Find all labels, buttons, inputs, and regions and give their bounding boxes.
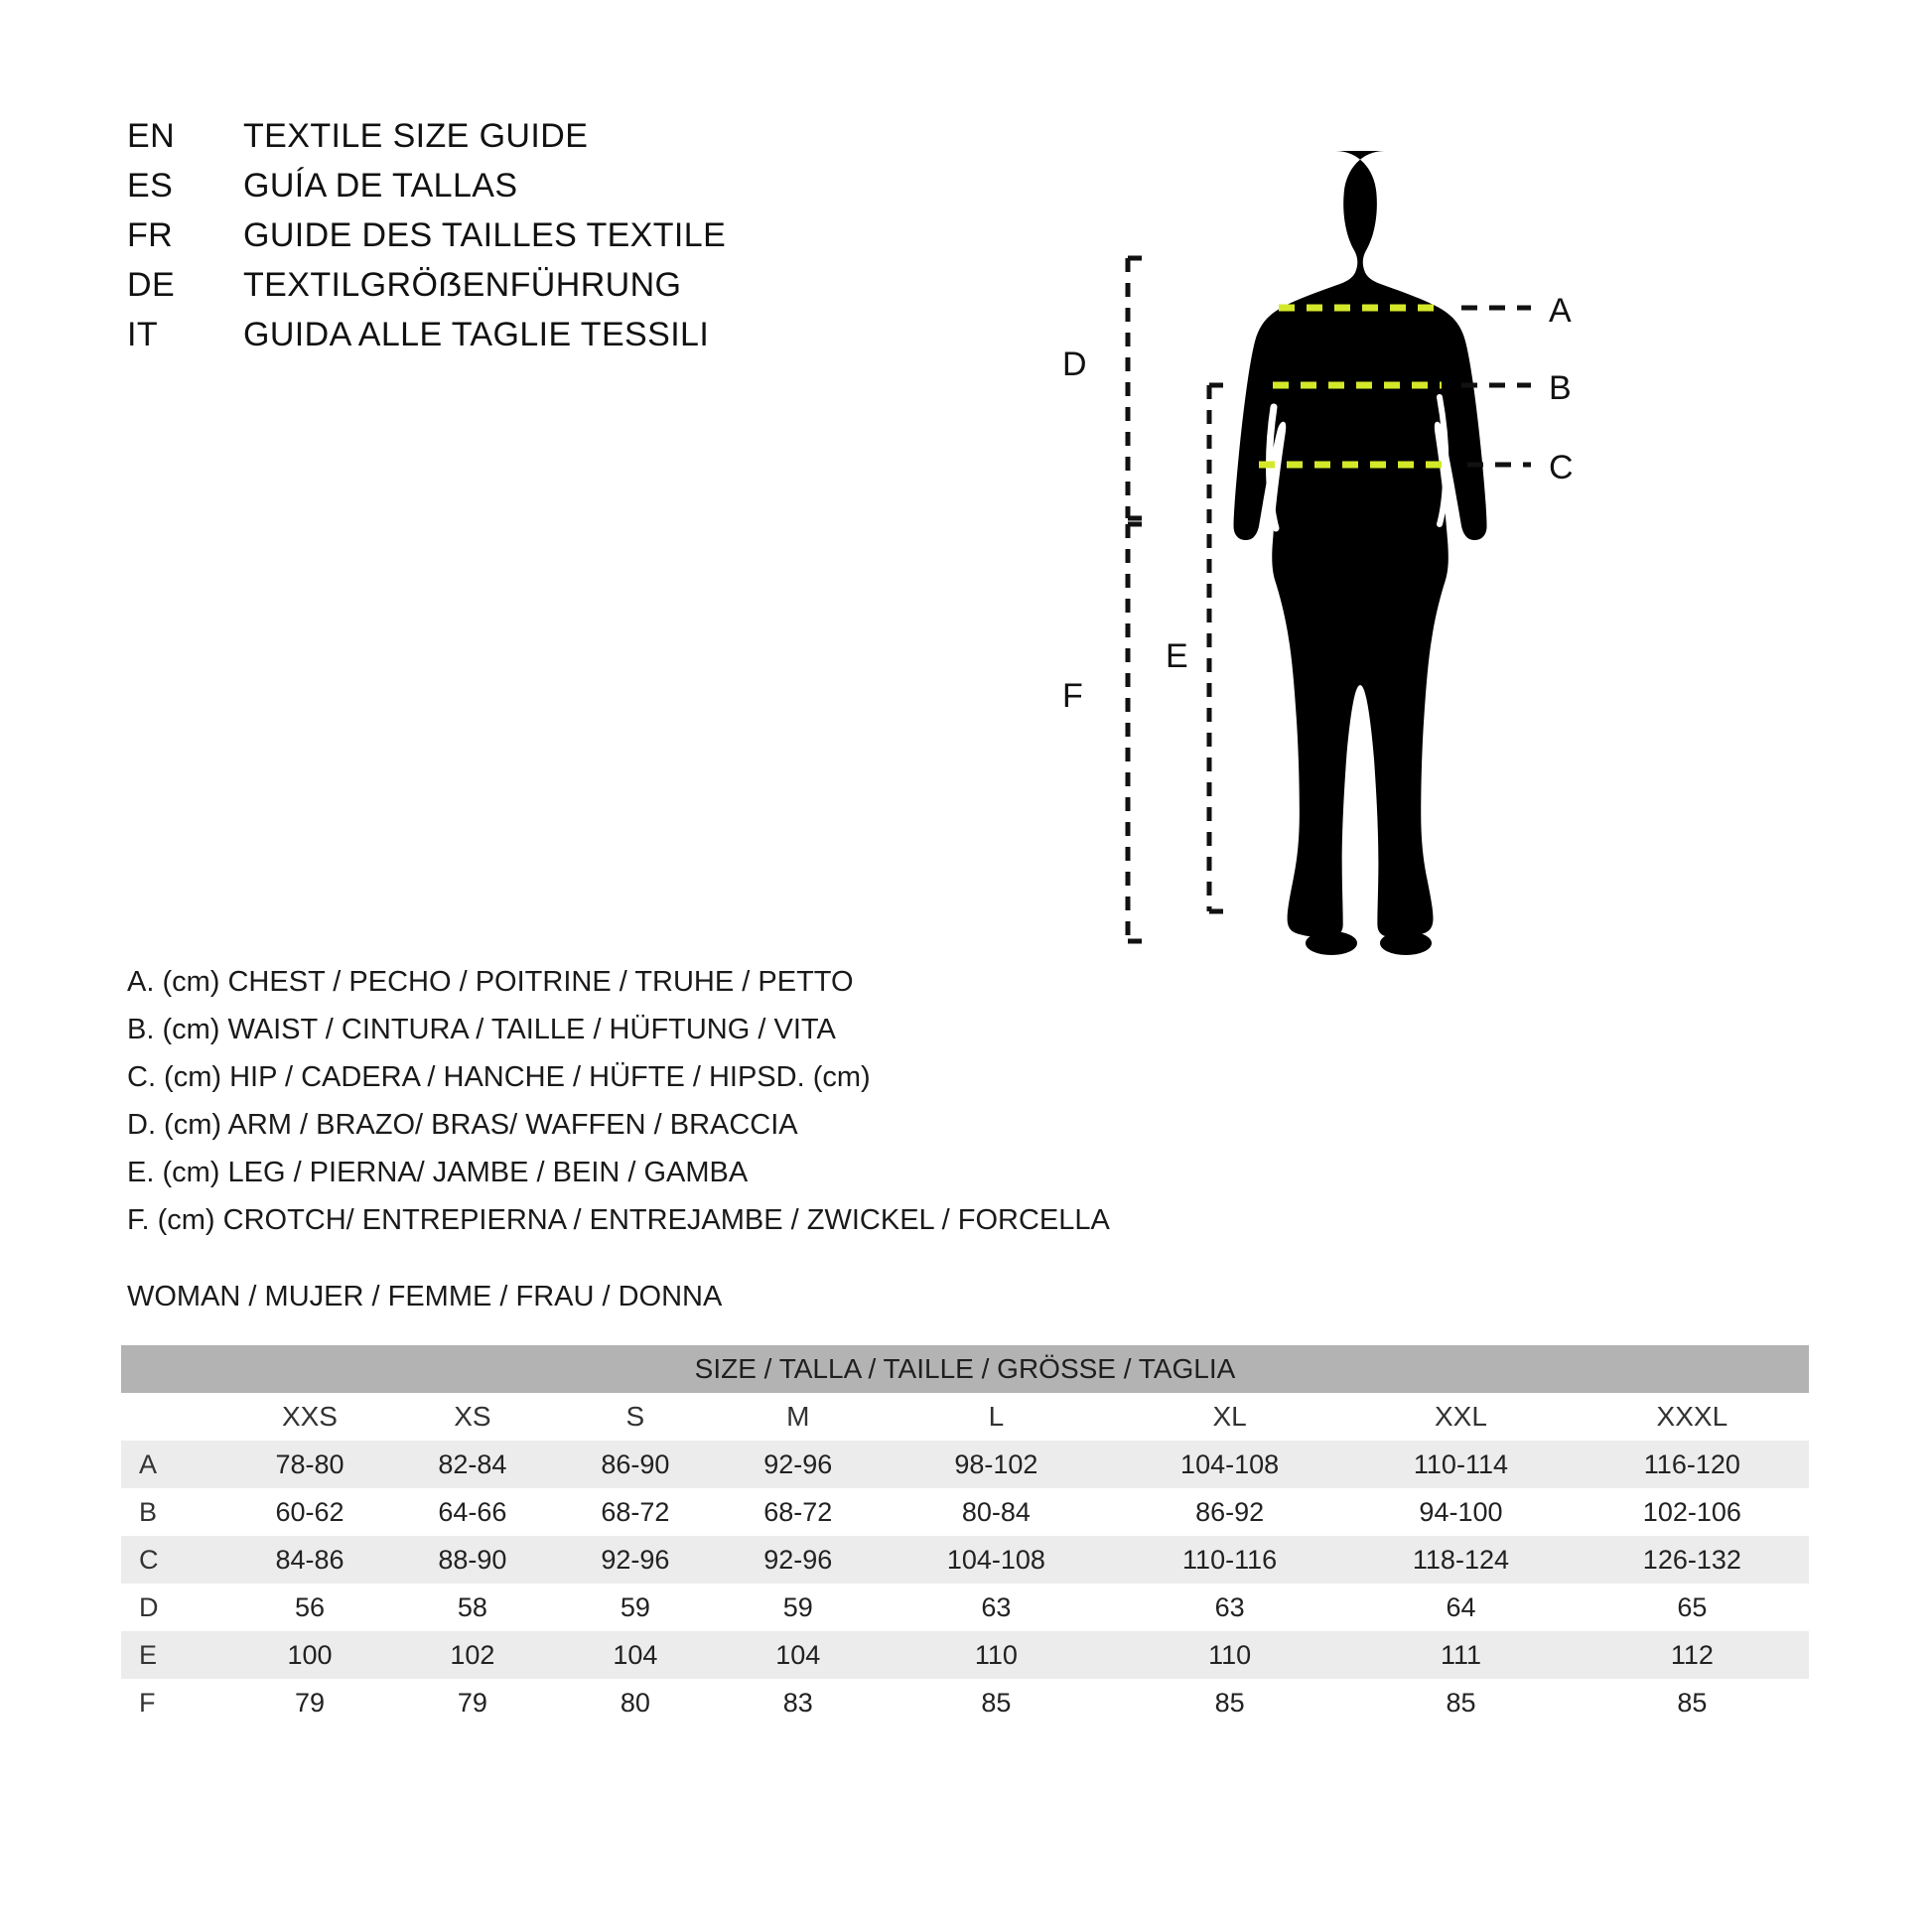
cell-e-xxs: 100 bbox=[228, 1631, 391, 1679]
cell-a-xxs: 78-80 bbox=[228, 1441, 391, 1488]
legend-item-f: F. (cm) CROTCH/ ENTREPIERNA / ENTREJAMBE / ZWICKEL / FORCELLA bbox=[127, 1204, 1110, 1236]
cell-f-m: 83 bbox=[717, 1679, 880, 1726]
table-row bbox=[121, 1441, 1809, 1488]
bracket-f bbox=[1128, 524, 1152, 941]
bracket-e bbox=[1209, 385, 1233, 911]
cell-d-m: 59 bbox=[717, 1584, 880, 1631]
cell-b-m: 68-72 bbox=[717, 1488, 880, 1536]
table-row bbox=[121, 1584, 1809, 1631]
title-lang-es: ES bbox=[127, 167, 174, 205]
title-lang-en: EN bbox=[127, 117, 176, 155]
size-header-xl: XL bbox=[1113, 1393, 1346, 1441]
cell-c-xxxl: 126-132 bbox=[1576, 1536, 1809, 1584]
cell-e-xs: 102 bbox=[391, 1631, 554, 1679]
cell-f-xxs: 79 bbox=[228, 1679, 391, 1726]
size-header-l: L bbox=[880, 1393, 1113, 1441]
row-letter-e: E bbox=[121, 1631, 228, 1679]
row-letter-d: D bbox=[121, 1584, 228, 1631]
cell-e-xxxl: 112 bbox=[1576, 1631, 1809, 1679]
legend-item-a: A. (cm) CHEST / PECHO / POITRINE / TRUHE / PETTO bbox=[127, 966, 854, 998]
cell-e-xl: 110 bbox=[1113, 1631, 1346, 1679]
cell-b-xxs: 60-62 bbox=[228, 1488, 391, 1536]
title-text-fr: GUIDE DES TAILLES TEXTILE bbox=[243, 216, 727, 254]
size-header-xs: XS bbox=[391, 1393, 554, 1441]
label-f: F bbox=[1062, 677, 1083, 715]
table-row bbox=[121, 1631, 1809, 1679]
size-header-corner bbox=[121, 1393, 228, 1441]
cell-d-l: 63 bbox=[880, 1584, 1113, 1631]
cell-b-xxl: 94-100 bbox=[1346, 1488, 1575, 1536]
cell-f-s: 80 bbox=[554, 1679, 717, 1726]
size-diagram bbox=[1062, 69, 1827, 1172]
title-lang-de: DE bbox=[127, 266, 176, 304]
title-block bbox=[127, 117, 941, 365]
cell-a-xs: 82-84 bbox=[391, 1441, 554, 1488]
cell-c-xs: 88-90 bbox=[391, 1536, 554, 1584]
cell-a-l: 98-102 bbox=[880, 1441, 1113, 1488]
title-text-es: GUÍA DE TALLAS bbox=[243, 167, 518, 205]
cell-c-l: 104-108 bbox=[880, 1536, 1113, 1584]
cell-c-m: 92-96 bbox=[717, 1536, 880, 1584]
cell-d-xs: 58 bbox=[391, 1584, 554, 1631]
size-header-xxl: XXL bbox=[1346, 1393, 1575, 1441]
cell-e-m: 104 bbox=[717, 1631, 880, 1679]
table-size-header-row bbox=[121, 1393, 1809, 1441]
cell-f-xs: 79 bbox=[391, 1679, 554, 1726]
row-letter-a: A bbox=[121, 1441, 228, 1488]
title-lang-fr: FR bbox=[127, 216, 174, 254]
row-letter-b: B bbox=[121, 1488, 228, 1536]
cell-d-xxs: 56 bbox=[228, 1584, 391, 1631]
title-row-fr bbox=[127, 216, 941, 266]
cell-c-xxs: 84-86 bbox=[228, 1536, 391, 1584]
title-lang-it: IT bbox=[127, 316, 159, 353]
cell-d-xxl: 64 bbox=[1346, 1584, 1575, 1631]
title-row-es bbox=[127, 167, 941, 216]
legend-item-b: B. (cm) WAIST / CINTURA / TAILLE / HÜFTUNG / VITA bbox=[127, 1014, 836, 1045]
cell-d-s: 59 bbox=[554, 1584, 717, 1631]
table-row bbox=[121, 1679, 1809, 1726]
cell-f-xl: 85 bbox=[1113, 1679, 1346, 1726]
cell-b-s: 68-72 bbox=[554, 1488, 717, 1536]
bracket-d bbox=[1128, 258, 1152, 518]
cell-e-s: 104 bbox=[554, 1631, 717, 1679]
cell-a-xxl: 110-114 bbox=[1346, 1441, 1575, 1488]
cell-c-xl: 110-116 bbox=[1113, 1536, 1346, 1584]
cell-a-xl: 104-108 bbox=[1113, 1441, 1346, 1488]
size-header-xxs: XXS bbox=[228, 1393, 391, 1441]
cell-f-xxxl: 85 bbox=[1576, 1679, 1809, 1726]
size-table bbox=[121, 1345, 1809, 1726]
row-letter-c: C bbox=[121, 1536, 228, 1584]
legend-item-e: E. (cm) LEG / PIERNA/ JAMBE / BEIN / GAMBA bbox=[127, 1157, 749, 1188]
table-row bbox=[121, 1536, 1809, 1584]
cell-f-l: 85 bbox=[880, 1679, 1113, 1726]
label-a: A bbox=[1549, 292, 1572, 330]
female-silhouette-icon bbox=[1234, 151, 1487, 955]
cell-f-xxl: 85 bbox=[1346, 1679, 1575, 1726]
label-e: E bbox=[1166, 637, 1188, 675]
legend-item-d: D. (cm) ARM / BRAZO/ BRAS/ WAFFEN / BRACCIA bbox=[127, 1109, 798, 1141]
cell-a-s: 86-90 bbox=[554, 1441, 717, 1488]
size-table-wrapper bbox=[121, 1345, 1809, 1726]
title-row-en bbox=[127, 117, 941, 167]
cell-b-xl: 86-92 bbox=[1113, 1488, 1346, 1536]
size-header-m: M bbox=[717, 1393, 880, 1441]
cell-b-xxxl: 102-106 bbox=[1576, 1488, 1809, 1536]
cell-e-l: 110 bbox=[880, 1631, 1113, 1679]
size-header-xxxl: XXXL bbox=[1576, 1393, 1809, 1441]
table-header-bar bbox=[121, 1345, 1809, 1393]
title-row-it bbox=[127, 316, 941, 365]
cell-c-xxl: 118-124 bbox=[1346, 1536, 1575, 1584]
table-row bbox=[121, 1488, 1809, 1536]
cell-d-xl: 63 bbox=[1113, 1584, 1346, 1631]
cell-b-xs: 64-66 bbox=[391, 1488, 554, 1536]
group-label: WOMAN / MUJER / FEMME / FRAU / DONNA bbox=[127, 1281, 723, 1312]
title-text-de: TEXTILGRÖẞENFÜHRUNG bbox=[243, 266, 682, 304]
label-b: B bbox=[1549, 369, 1572, 407]
cell-a-m: 92-96 bbox=[717, 1441, 880, 1488]
size-header-s: S bbox=[554, 1393, 717, 1441]
row-letter-f: F bbox=[121, 1679, 228, 1726]
cell-b-l: 80-84 bbox=[880, 1488, 1113, 1536]
legend-block bbox=[127, 958, 1179, 1244]
table-header-bar-label: SIZE / TALLA / TAILLE / GRÖSSE / TAGLIA bbox=[121, 1345, 1809, 1393]
legend-item-c: C. (cm) HIP / CADERA / HANCHE / HÜFTE / HIPSD. (cm) bbox=[127, 1061, 871, 1093]
title-text-it: GUIDA ALLE TAGLIE TESSILI bbox=[243, 316, 710, 353]
label-d: D bbox=[1062, 345, 1087, 383]
title-row-de bbox=[127, 266, 941, 316]
title-text-en: TEXTILE SIZE GUIDE bbox=[243, 117, 589, 155]
cell-d-xxxl: 65 bbox=[1576, 1584, 1809, 1631]
label-c: C bbox=[1549, 449, 1574, 486]
cell-a-xxxl: 116-120 bbox=[1576, 1441, 1809, 1488]
cell-c-s: 92-96 bbox=[554, 1536, 717, 1584]
cell-e-xxl: 111 bbox=[1346, 1631, 1575, 1679]
